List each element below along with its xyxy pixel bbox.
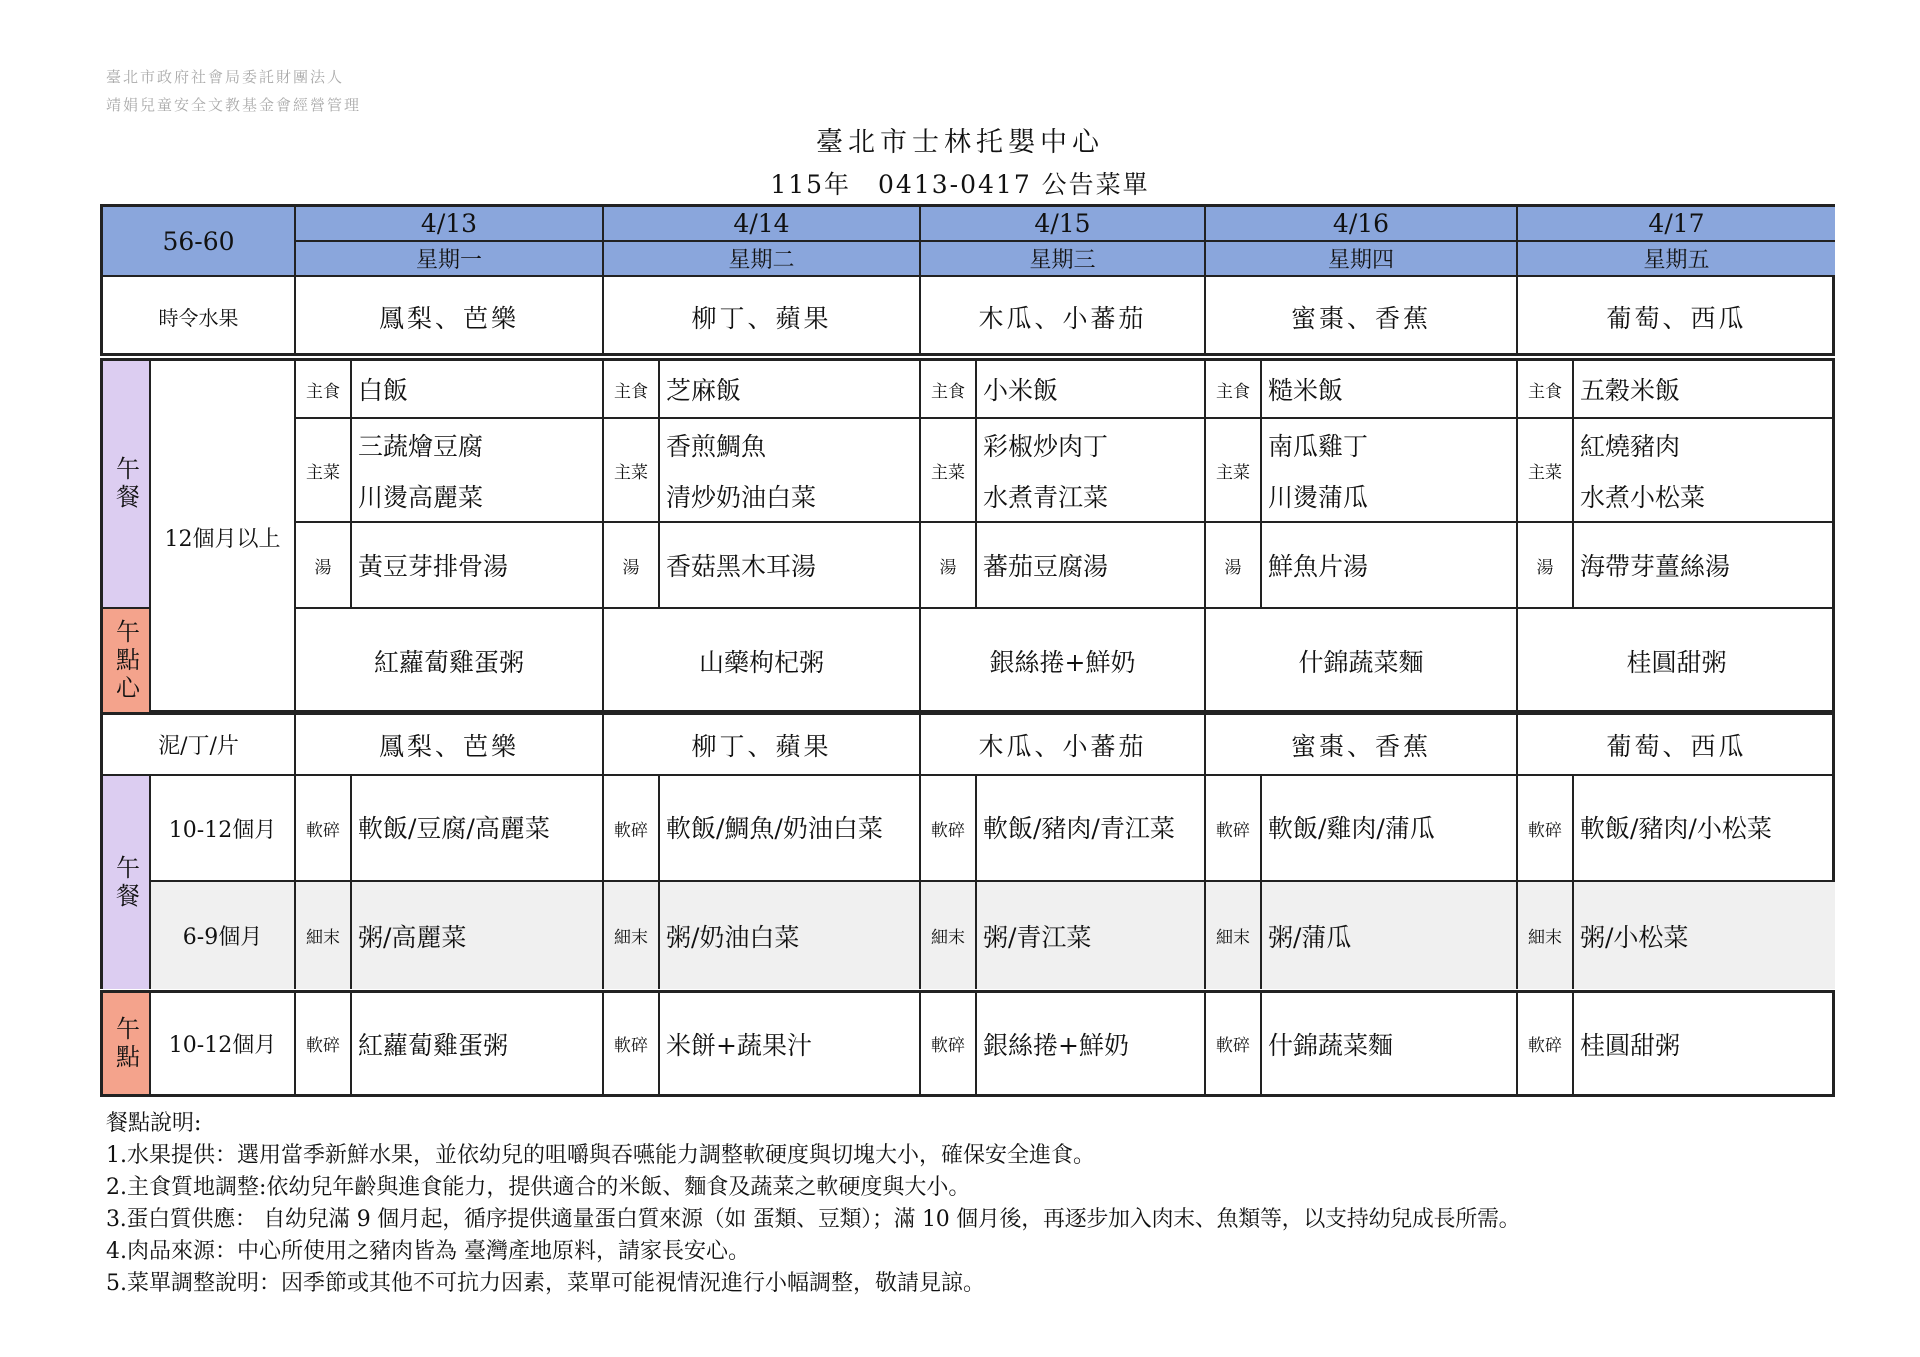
menu-infant-snack-block [100,990,1835,1097]
main-dish-item: 彩椒炒肉丁 [983,431,1109,461]
notes-item: 5.菜單調整說明：因季節或其他不可抗力因素，菜單可能視情況進行小幅調整，敬請見諒。 [106,1271,985,1296]
soft-tag: 軟碎 [1206,993,1262,1094]
infant-snack-age-label: 10-12個月 [151,993,296,1094]
soup-cell: 蕃茄豆腐湯 [977,523,1206,609]
main-dish-item: 紅燒豬肉 [1580,431,1681,461]
puree-fruit-cell: 葡萄、西瓜 [1518,715,1835,776]
snack-cell: 桂圓甜粥 [1626,648,1727,677]
date-header: 4/17 [1518,207,1835,242]
puree-fruit-cell: 木瓜、小蕃茄 [921,715,1206,776]
fruit-cell: 木瓜、小蕃茄 [921,277,1206,356]
main-dish-item: 水煮青江菜 [983,482,1109,512]
fruit-cell: 鳳梨、芭樂 [296,277,604,356]
puree-fruit-cell: 鳳梨、芭樂 [296,715,604,776]
fine-meal-cell: 粥/高麗菜 [352,882,604,989]
main-dish-item: 水煮小松菜 [1580,482,1706,512]
org-line-1: 臺北市政府社會局委託財團法人 [106,68,345,86]
fruit-cell: 蜜棗、香蕉 [1206,277,1518,356]
fruit-row-label: 時令水果 [103,277,296,356]
main-tag: 主菜 [296,419,352,523]
infant-lunch-label: 午餐 [103,776,151,989]
age-range-label: 56-60 [103,207,296,277]
notes-item: 4.肉品來源：中心所使用之豬肉皆為 臺灣產地原料，請家長安心。 [106,1239,750,1264]
infant-snack-cell: 紅蘿蔔雞蛋粥 [352,993,604,1094]
date-header: 4/14 [604,207,921,242]
soft-tag: 軟碎 [604,993,660,1094]
fine-tag: 細末 [1518,882,1574,989]
notes-heading: 餐點說明: [106,1111,202,1136]
puree-row-label: 泥/丁/片 [103,715,296,776]
infant-snack-cell: 米餅+蔬果汁 [660,993,921,1094]
soup-cell: 香菇黑木耳湯 [660,523,921,609]
main-tag: 主菜 [1206,419,1262,523]
staple-cell: 糙米飯 [1262,361,1518,419]
meal-notes [106,1108,1520,1300]
snack-cell: 山藥枸杞粥 [604,609,921,713]
notes-item: 2.主食質地調整:依幼兒年齡與進食能力，提供適合的米飯、麵食及蔬菜之軟硬度與大小。 [106,1175,971,1200]
soft-tag: 軟碎 [921,993,977,1094]
staple-cell: 白飯 [352,361,604,419]
staple-tag: 主食 [1206,361,1262,419]
snack-label: 午點心 [103,609,151,713]
soup-tag: 湯 [921,523,977,609]
main-dish-cell [352,419,604,523]
age-6-9-label: 6-9個月 [151,882,296,989]
notes-item: 1.水果提供：選用當季新鮮水果，並依幼兒的咀嚼與吞嚥能力調整軟硬度與切塊大小，確保安全進食。 [106,1143,1095,1168]
soft-tag: 軟碎 [1518,776,1574,882]
soup-tag: 湯 [296,523,352,609]
fine-meal-cell: 粥/奶油白菜 [660,882,921,989]
puree-fruit-cell: 柳丁、蘋果 [604,715,921,776]
weekday-header: 星期五 [1518,242,1835,277]
soft-meal-cell: 軟飯/豆腐/高麗菜 [352,776,604,882]
fine-tag: 細末 [921,882,977,989]
main-dish-cell [1262,419,1518,523]
soft-tag: 軟碎 [921,776,977,882]
snack-cell: 銀絲捲+鮮奶 [921,609,1206,713]
fine-meal-cell: 粥/青江菜 [977,882,1206,989]
main-dish-cell [977,419,1206,523]
soft-tag: 軟碎 [296,776,352,882]
main-dish-item: 川燙蒲瓜 [1268,482,1369,512]
fine-meal-cell: 粥/小松菜 [1574,882,1835,989]
main-dish-cell [660,419,921,523]
soft-meal-cell: 軟飯/鯛魚/奶油白菜 [660,776,921,882]
weekday-header: 星期二 [604,242,921,277]
staple-tag: 主食 [296,361,352,419]
infant-snack-cell: 桂圓甜粥 [1580,1030,1681,1060]
date-header: 4/13 [296,207,604,242]
fine-tag: 細末 [604,882,660,989]
staple-cell: 五穀米飯 [1574,361,1835,419]
soup-tag: 湯 [1518,523,1574,609]
page-subtitle: 115年 0413-0417 公告菜單 [770,170,1150,199]
staple-tag: 主食 [921,361,977,419]
lunch-label: 午餐 [103,361,151,609]
weekday-header: 星期四 [1206,242,1518,277]
main-dish-item: 南瓜雞丁 [1268,431,1369,461]
main-dish-item: 三蔬燴豆腐 [358,431,484,461]
soft-tag: 軟碎 [296,993,352,1094]
org-line-2: 靖娟兒童安全文教基金會經營管理 [106,96,362,114]
main-dish-item: 清炒奶油白菜 [666,482,817,512]
main-dish-item: 香煎鯛魚 [666,431,767,461]
staple-tag: 主食 [604,361,660,419]
weekday-header: 星期三 [921,242,1206,277]
fine-meal-cell: 粥/蒲瓜 [1262,882,1518,989]
fruit-cell: 葡萄、西瓜 [1606,303,1747,333]
weekday-header: 星期一 [296,242,604,277]
fine-tag: 細末 [1206,882,1262,989]
soup-cell: 鮮魚片湯 [1262,523,1518,609]
soup-tag: 湯 [1206,523,1262,609]
soup-cell: 黃豆芽排骨湯 [352,523,604,609]
infant-snack-label: 午點 [103,993,151,1094]
soft-tag: 軟碎 [1206,776,1262,882]
soft-meal-cell: 軟飯/豬肉/小松菜 [1574,776,1835,882]
staple-cell: 小米飯 [977,361,1206,419]
soup-cell: 海帶芽薑絲湯 [1574,523,1835,609]
main-dish-item: 川燙高麗菜 [358,482,484,512]
page-title: 臺北市士林托嬰中心 [816,127,1104,158]
date-header: 4/15 [921,207,1206,242]
soft-tag: 軟碎 [604,776,660,882]
infant-snack-cell: 銀絲捲+鮮奶 [977,993,1206,1094]
soup-tag: 湯 [604,523,660,609]
date-header: 4/16 [1206,207,1518,242]
age-12plus-label: 12個月以上 [151,361,296,713]
soft-tag: 軟碎 [1518,993,1574,1094]
main-dish-cell [1574,419,1835,523]
main-tag: 主菜 [1518,419,1574,523]
menu-12plus-block [100,358,1835,713]
puree-fruit-cell: 蜜棗、香蕉 [1206,715,1518,776]
fine-tag: 細末 [296,882,352,989]
staple-cell: 芝麻飯 [660,361,921,419]
age-10-12-label: 10-12個月 [151,776,296,882]
menu-header-block [100,204,1835,356]
main-tag: 主菜 [604,419,660,523]
staple-tag: 主食 [1518,361,1574,419]
fruit-cell: 柳丁、蘋果 [604,277,921,356]
snack-cell: 紅蘿蔔雞蛋粥 [296,609,604,713]
soft-meal-cell: 軟飯/豬肉/青江菜 [977,776,1206,882]
snack-cell: 什錦蔬菜麵 [1206,609,1518,713]
infant-snack-cell: 什錦蔬菜麵 [1262,993,1518,1094]
notes-item: 3.蛋白質供應： 自幼兒滿 9 個月起，循序提供適量蛋白質來源（如 蛋類、豆類）；滿 10 個月後，再逐步加入肉末、魚類等，以支持幼兒成長所需。 [106,1207,1521,1232]
soft-meal-cell: 軟飯/雞肉/蒲瓜 [1262,776,1518,882]
main-tag: 主菜 [921,419,977,523]
menu-infant-block [100,712,1835,989]
